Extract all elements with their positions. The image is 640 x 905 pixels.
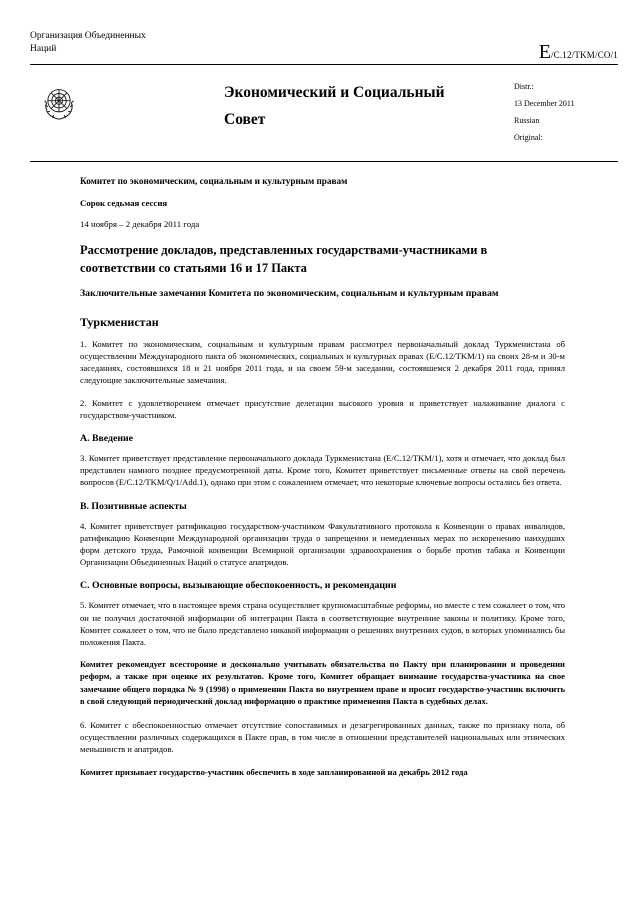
recommendation-2: Комитет призывает государство-участник обеспечить в ходе запланированной на декабрь 2012 года	[80, 766, 468, 777]
org-name-line1: Организация Объединенных	[30, 31, 146, 41]
header-top-row	[0, 0, 640, 64]
report-title: Рассмотрение докладов, представленных государствами-участниками в соответствии со статьями 16 и 17 Пакта	[80, 243, 488, 275]
document-symbol-prefix: E	[538, 41, 551, 63]
country-heading: Туркменистан	[80, 314, 159, 329]
session-title: Сорок седьмая сессия	[80, 198, 168, 208]
session-dates: 14 ноября – 2 декабря 2011 года	[80, 219, 200, 229]
document-symbol	[539, 41, 618, 64]
distribution-block	[514, 79, 618, 149]
section-heading-a: A. Введение	[80, 432, 133, 444]
council-title-line1: Экономический и Социальный	[224, 84, 445, 101]
paragraph-5: 5. Комитет отмечает, что в настоящее время страна осуществляет крупномасштабные реформы, но вместе с тем сожалеет о том, что он не получил достаточной информации об интеграции Пакта в соответствующие внутренние законы и политику. Кроме того, Комитет сожалеет о том, что не было представлено никакой информации о решениях внутренних судов, в которых упоминались бы положения Пакта.	[80, 600, 565, 647]
distr-date: 13 December 2011	[514, 99, 575, 108]
section-heading-b: B. Позитивные аспекты	[80, 500, 187, 512]
section-heading-c: C. Основные вопросы, вызывающие обеспокоенность, и рекомендации	[80, 580, 397, 592]
distr-label: Distr.:	[514, 82, 534, 91]
recommendation-1: Комитет рекомендует всесторонне и досконально учитывать обязательства по Пакту при планировании и проведении реформ, а также при оценке их результатов. Кроме того, Комитет обращает внимание государства-участника на свое замечание общего порядка № 9 (1998) о применении Пакта во внутреннем праве и просит государство-участник включить в свой следующий периодический доклад информацию о практике применения Пакта в судебных делах.	[80, 659, 565, 706]
header-main-row	[0, 65, 640, 161]
document-symbol-number: /C.12/TKM/CO/1	[550, 50, 618, 60]
council-title-line2: Совет	[224, 111, 266, 129]
distr-language: Russian	[514, 116, 540, 125]
un-emblem-icon	[38, 83, 80, 125]
distr-original-label: Original:	[514, 133, 543, 142]
paragraph-6: 6. Комитет с обеспокоенностью отмечает отсутствие сопоставимых и дезагрегированных данных, также по признаку пола, об осуществлении различных содержащихся в Пакте прав, в том числе в отношении представителей национальных или этнических меньшинств и апатридов.	[80, 719, 565, 755]
council-title	[224, 79, 514, 133]
org-name	[30, 30, 146, 56]
concluding-observations-subtitle: Заключительные замечания Комитета по экономическим, социальным и культурным правам	[80, 288, 499, 299]
committee-name: Комитет по экономическим, социальным и культурным правам	[80, 176, 348, 186]
paragraph-1: 1. Комитет по экономическим, социальным и культурным правам рассмотрел первоначальный доклад Туркменистана об осуществлении Международного пакта об экономических, социальных и культурных правах (E/C.12/TKM/1) на своих 28-м и 30-м заседаниях, состоявшихся 18 и 21 ноября 2011 года, и на своем 59-м заседании, состоявшемся 2 декабря 2011 года, принял следующие заключительные замечания.	[80, 338, 565, 386]
paragraph-2: 2. Комитет с удовлетворением отмечает присутствие делегации высокого уровня и приветствует налаживание диалога с государством-участником.	[80, 397, 565, 420]
org-name-line2: Наций	[30, 43, 57, 54]
document-body	[0, 162, 640, 778]
paragraph-3: 3. Комитет приветствует представление первоначального доклада Туркменистана (E/C.12/TKM/1), хотя и отмечает, что доклад был представлен намного позднее предусмотренной даты. Кроме того, Комитет приветствует письменные ответы на свой перечень вопросов (E/C.12/TKM/Q/1/Add.1), однако при этом с сожалением отмечает, что некоторые ключевые вопросы остались без ответа.	[80, 452, 565, 488]
paragraph-4: 4. Комитет приветствует ратификацию государством-участником Факультативного протокола к Конвенции о правах инвалидов, ратификацию Конвенции Международной организации труда о запрещении и немедленных мерах по искоренению наихудших форм детского труда, Рамочной конвенции Всемирной организации здравоохранения о борьбе против табака и Конвенции Организации Объединенных Наций о статусе апатридов.	[80, 520, 565, 568]
